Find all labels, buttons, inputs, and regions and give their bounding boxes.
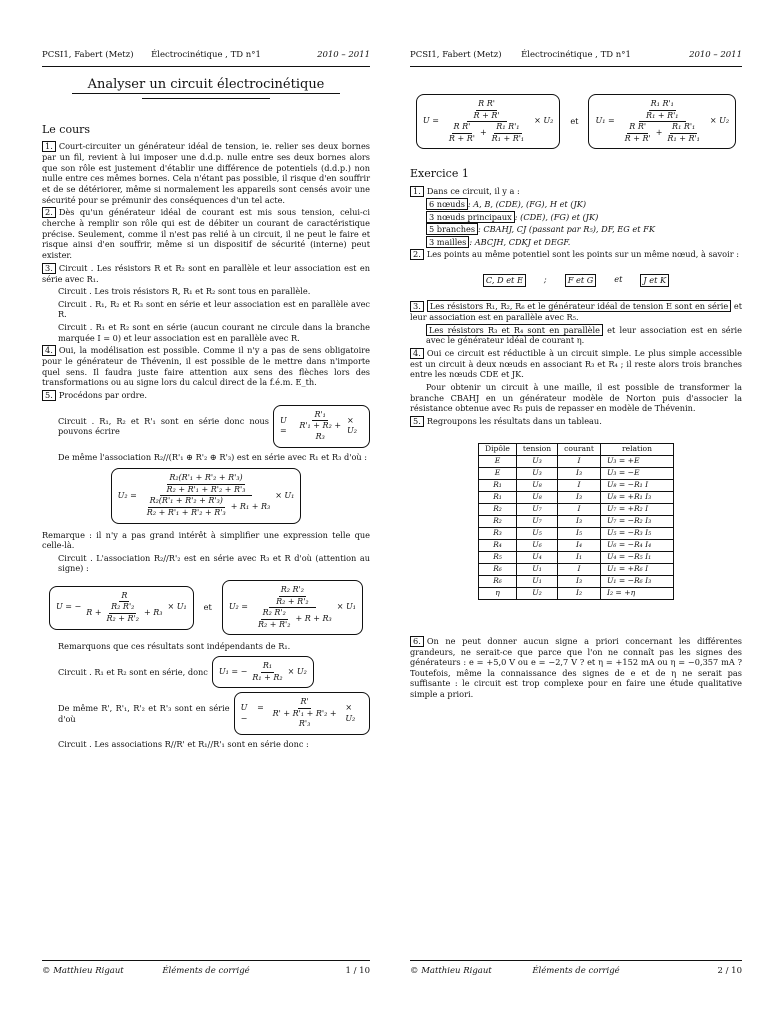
eq-den: R₁ + R₂ bbox=[252, 672, 283, 682]
table-cell: U₇ = −R₂ I₃ bbox=[600, 515, 673, 527]
exercise-answer-4b: Pour obtenir un circuit à une maille, il est possible de transformer la branche CBAHJ en un générateur modèle de Norton puis d'associer la résistance obtenue avec R₅ puis de repasser en modèle de Thévenin. bbox=[410, 381, 742, 414]
eq-den-a: R + bbox=[86, 608, 102, 618]
eq-num: R R' bbox=[452, 122, 473, 134]
eq-tail: × U₁ bbox=[167, 602, 187, 612]
page-body bbox=[42, 74, 370, 752]
answer-text: et leur association est en parallèle avec R₅. bbox=[410, 300, 742, 322]
eq-tail: × U₂ bbox=[534, 116, 554, 126]
eq-den: R' + R'₁ + R'₂ + R'₃ bbox=[272, 708, 337, 729]
exercise-answer-1: Dans ce circuit, il y a : bbox=[426, 185, 520, 196]
eq-tail: × U₁ bbox=[336, 602, 356, 612]
table-cell: U₇ bbox=[516, 503, 557, 515]
eq-den-b: + R₃ bbox=[143, 608, 163, 618]
conjunction: et bbox=[203, 602, 212, 613]
table-cell: U₈ = +R₁ I₃ bbox=[600, 491, 673, 503]
table-cell: U₄ bbox=[516, 551, 557, 563]
eq-fraction bbox=[296, 410, 344, 443]
table-cell: U₈ = −R₁ I bbox=[600, 479, 673, 491]
eq-num: R₁ R'₁ bbox=[494, 122, 521, 134]
table-cell: U₃ bbox=[516, 467, 557, 479]
eq-num: R₂(R'₁ + R'₂ + R'₃) bbox=[148, 496, 225, 508]
eq-tail: × U₂ bbox=[347, 415, 357, 436]
question-number: 1. bbox=[410, 186, 424, 197]
eq-num: R'₁ bbox=[312, 410, 327, 422]
eq-num: R₁ bbox=[261, 661, 274, 673]
table-cell: U₃ = −E bbox=[600, 467, 673, 479]
eq-num: R₁ R'₁ bbox=[670, 122, 697, 134]
table-cell: U₂ bbox=[516, 587, 557, 599]
table-row bbox=[479, 587, 674, 599]
table-cell: U₁ = +R₆ I bbox=[600, 563, 673, 575]
equation-3 bbox=[49, 586, 194, 630]
table-row bbox=[479, 527, 674, 539]
table-row bbox=[479, 479, 674, 491]
eq-den: R₁ + R'₁ bbox=[491, 133, 525, 143]
header-rule bbox=[410, 66, 742, 67]
eq-num: R₂(R'₁ + R'₂ + R'₃) bbox=[167, 473, 244, 485]
table-cell: U₃ bbox=[516, 455, 557, 467]
eq-num: R₂ R'₂ bbox=[109, 602, 136, 614]
eq-den: R₂ + R'₂ bbox=[106, 613, 139, 623]
table-cell: R₄ bbox=[479, 539, 517, 551]
header-year: 2010 – 2011 bbox=[317, 50, 370, 60]
eq-lhs: U = bbox=[280, 415, 287, 436]
answer-3d: Circuit . R₁ et R₂ sont en série (aucun courant ne circule dans la branche marquée I = 0) et leur association est en parallèle avec R. bbox=[58, 321, 370, 343]
table-cell: U₁ bbox=[516, 575, 557, 587]
table-cell: R₆ bbox=[479, 563, 517, 575]
eq-den-tail: + R + R₃ bbox=[295, 614, 332, 624]
footer-author: © Matthieu Rigaut bbox=[42, 966, 124, 976]
answer-text: : A, B, (CDE), (FG), H et (JK) bbox=[467, 198, 587, 209]
table-cell: η bbox=[479, 587, 517, 599]
table-cell: I₁ bbox=[558, 551, 601, 563]
eq-lhs: U₂ = bbox=[117, 490, 137, 500]
question-number: 3. bbox=[410, 301, 424, 312]
equation-1 bbox=[273, 405, 370, 448]
answer-box: 6 nœuds bbox=[426, 198, 468, 210]
question-number: 5. bbox=[42, 390, 56, 401]
footer-rule bbox=[410, 960, 742, 961]
eq-den-tail: + R₁ + R₃ bbox=[230, 502, 271, 512]
node-groups bbox=[410, 274, 742, 287]
answer-5d: Remarquons que ces résultats sont indépendants de R₁. bbox=[58, 641, 291, 652]
answer-4: Oui, la modélisation est possible. Comme il n'y a pas de sens obligatoire pour le générateur de Thévenin, il est possible de le mettre dans n'importe quel sens. Il faudra juste faire attention aux sens des flèches lors des transformations ou au signe lors du calcul direct de la f.é.m. E_th. bbox=[42, 345, 370, 388]
table-cell: I bbox=[558, 455, 601, 467]
table-cell: R₁ bbox=[479, 479, 517, 491]
table-cell: U₅ bbox=[516, 527, 557, 539]
table-cell: R₂ bbox=[479, 503, 517, 515]
eq-lhs: U₁ = bbox=[595, 116, 615, 126]
table-cell: I bbox=[558, 479, 601, 491]
eq-den: R₂ + R'₁ + R'₂ + R'₃ bbox=[146, 508, 226, 518]
eq-num: R₁ R'₁ bbox=[649, 99, 676, 111]
eq-plus: + bbox=[655, 128, 663, 138]
answer-text: : ABCJH, CDKJ et DEGF. bbox=[469, 236, 571, 247]
question-number: 6. bbox=[410, 636, 424, 647]
equation-8 bbox=[588, 94, 736, 149]
equation-2 bbox=[111, 468, 302, 523]
table-cell: U₄ = −R₅ I₁ bbox=[600, 551, 673, 563]
eq-num: R R' bbox=[476, 99, 497, 111]
table-cell: U₇ = +R₂ I bbox=[600, 503, 673, 515]
section-heading: Le cours bbox=[42, 122, 91, 136]
eq-tail: × U₂ bbox=[287, 666, 307, 676]
table-cell: I bbox=[558, 503, 601, 515]
equation-4 bbox=[222, 580, 363, 635]
question-number: 5. bbox=[410, 416, 424, 427]
table-cell: U₁ = −R₆ I₃ bbox=[600, 575, 673, 587]
eq-den: R₁ + R'₁ bbox=[667, 133, 700, 143]
header-subject: Électrocinétique , TD n°1 bbox=[151, 50, 261, 60]
eq-fraction bbox=[250, 661, 284, 683]
table-cell: R₂ bbox=[479, 515, 517, 527]
eq-den: R₁ + R'₁ bbox=[646, 110, 679, 120]
answer-3b: Circuit . Les trois résistors R, R₁ et R₂ sont tous en parallèle. bbox=[58, 286, 311, 297]
eq-tail: × U₂ bbox=[345, 702, 356, 723]
table-cell: U₆ = −R₄ I₄ bbox=[600, 539, 673, 551]
table-row bbox=[479, 575, 674, 587]
exercise-answer-4: Oui ce circuit est réductible à un circuit simple. Le plus simple accessible est un circuit à deux nœuds en associant R₃ et R₄ ; il reste alors trois branches entre les nœuds CDE et JK. bbox=[410, 347, 742, 380]
exercise-answer-2: Les points au même potentiel sont les points sur un même nœud, à savoir : bbox=[426, 249, 739, 260]
table-row bbox=[479, 515, 674, 527]
answer-text: et leur association est en série avec le générateur idéal de courant η. bbox=[426, 324, 743, 346]
eq-den: R₂ + R'₁ + R'₂ + R'₃ bbox=[166, 484, 246, 494]
table-cell: I₃ bbox=[558, 491, 601, 503]
footer-author: © Matthieu Rigaut bbox=[410, 966, 492, 976]
table-cell: U₈ bbox=[516, 491, 557, 503]
table-cell: I bbox=[558, 563, 601, 575]
answer-box: 5 branches bbox=[426, 223, 478, 235]
node-group: C, D et E bbox=[483, 274, 526, 287]
title-rule-short bbox=[142, 98, 270, 99]
equation-7 bbox=[416, 94, 560, 149]
answer-5a: Circuit . R₁, R₂ et R'₁ sont en série donc nous pouvons écrire bbox=[58, 415, 270, 437]
table-cell: U₁ bbox=[516, 563, 557, 575]
exercise-answer-6: On ne peut donner aucun signe a priori concernant les différentes grandeurs, ne serait-ce que parce que l'on ne connaît pas les signes des générateurs : e = +5,0 V ou e = −2,7 V ? et η = +152 mA ou η = −0,357 mA ? Toutefois, même la connaissance des signes de e et de η ne serait pas suffisante : le circuit est trop complexe pour en faire une étude qualitative simple a priori. bbox=[410, 635, 742, 700]
table-cell: U₃ = +E bbox=[600, 455, 673, 467]
table-cell: U₇ bbox=[516, 515, 557, 527]
eq-fraction bbox=[251, 585, 334, 630]
answer-5e: Circuit . R₁ et R₂ sont en série, donc bbox=[58, 666, 208, 677]
table-cell: I₂ = +η bbox=[600, 587, 673, 599]
eq-lhs: U = − bbox=[240, 702, 264, 723]
question-number: 3. bbox=[42, 263, 56, 274]
footer-title: Éléments de corrigé bbox=[532, 966, 620, 976]
table-cell: E bbox=[479, 455, 517, 467]
table-cell: I₅ bbox=[558, 527, 601, 539]
question-number: 2. bbox=[42, 207, 56, 218]
answer-3c: Circuit . R₁, R₂ et R₃ sont en série et leur association est en parallèle avec R. bbox=[58, 298, 370, 320]
table-cell: R₆ bbox=[479, 575, 517, 587]
table-cell: U₈ bbox=[516, 479, 557, 491]
footer-page-number: 2 / 10 bbox=[717, 966, 742, 976]
header-school: PCSI1, Fabert (Metz) bbox=[42, 50, 134, 60]
eq-lhs: U₂ = bbox=[228, 602, 249, 612]
table-header: tension bbox=[516, 443, 557, 455]
eq-fraction bbox=[442, 99, 531, 144]
question-number: 1. bbox=[42, 141, 56, 152]
table-cell: R₁ bbox=[479, 491, 517, 503]
table-row bbox=[479, 539, 674, 551]
footer-title: Éléments de corrigé bbox=[162, 966, 250, 976]
answer-box: 3 mailles bbox=[426, 236, 469, 248]
equation-5 bbox=[212, 656, 314, 688]
table-cell: R₅ bbox=[479, 551, 517, 563]
table-row bbox=[479, 455, 674, 467]
page-title: Analyser un circuit électrocinétique bbox=[87, 77, 325, 92]
footer-rule bbox=[42, 960, 370, 961]
eq-den: R₂ + R'₂ bbox=[258, 619, 291, 629]
answer-5: Procédons par ordre. bbox=[58, 389, 147, 400]
page-footer bbox=[42, 966, 370, 978]
table-cell: U₆ bbox=[516, 539, 557, 551]
answer-box: Les résistors R₁, R₂, R₆ et le générateur idéal de tension E sont en série bbox=[427, 300, 731, 312]
table-row bbox=[479, 467, 674, 479]
answer-1: Court-circuiter un générateur idéal de tension, ie. relier ses deux bornes par un fil, revient à lui imposer une d.d.p. nulle entre ses deux bornes alors que son rôle est justement d'établir une différence de potentiels (d.d.p.) non nulle entre ces mêmes bornes. Cela n'étant pas possible, il risque d'en souffrir et de se détériorer, même si normalement les appareils sont censés avoir une sécurité pour se prémunir des conséquences d'un tel acte. bbox=[42, 141, 370, 205]
results-table bbox=[478, 443, 674, 600]
table-header: courant bbox=[558, 443, 601, 455]
eq-num: R' bbox=[298, 697, 310, 709]
eq-tail: × U₁ bbox=[275, 490, 295, 500]
eq-fraction bbox=[140, 473, 272, 518]
header-year: 2010 – 2011 bbox=[689, 50, 742, 60]
section-heading: Exercice 1 bbox=[410, 167, 469, 181]
answer-5b: De même l'association R₂//(R'₁ ⊕ R'₂ ⊕ R'₃) est en série avec R₁ et R₃ d'où : bbox=[58, 451, 368, 462]
eq-num: R bbox=[119, 591, 129, 603]
question-number: 4. bbox=[42, 345, 56, 356]
answer-text: : (CDE), (FG) et (JK) bbox=[514, 211, 599, 222]
eq-den: R + R' bbox=[448, 133, 475, 143]
table-header: Dipôle bbox=[479, 443, 517, 455]
answer-box: Les résistors R₃ et R₄ sont en parallèle bbox=[426, 324, 603, 336]
title-rule bbox=[72, 93, 340, 94]
eq-fraction bbox=[84, 591, 164, 625]
separator: ; bbox=[543, 274, 547, 285]
node-group: F et G bbox=[565, 274, 597, 287]
eq-lhs: U₁ = − bbox=[218, 666, 248, 676]
eq-num: R₂ R'₂ bbox=[279, 585, 306, 597]
table-cell: I₃ bbox=[558, 515, 601, 527]
question-number: 2. bbox=[410, 249, 424, 260]
answer-3a: Circuit . Les résistors R et R₂ sont en parallèle et leur association est en série avec R₁. bbox=[42, 262, 370, 284]
table-row bbox=[479, 503, 674, 515]
eq-den: R + R' bbox=[473, 110, 500, 120]
remark: Remarque : il n'y a pas grand intérêt à simplifier une expression telle que celle-là. bbox=[42, 529, 370, 551]
page-header bbox=[42, 50, 370, 64]
eq-den: R + R' bbox=[624, 133, 651, 143]
conjunction: et bbox=[614, 274, 623, 285]
answer-5f: De même R', R'₁, R'₂ et R'₃ sont en série d'où bbox=[58, 702, 230, 724]
table-cell: I₂ bbox=[558, 587, 601, 599]
page-body bbox=[410, 74, 742, 702]
eq-den: R₂ + R'₂ bbox=[276, 596, 309, 606]
eq-plus: + bbox=[479, 128, 487, 138]
table-row bbox=[479, 491, 674, 503]
table-row bbox=[479, 563, 674, 575]
eq-fraction bbox=[267, 697, 342, 730]
question-number: 4. bbox=[410, 348, 424, 359]
table-cell: I₃ bbox=[558, 467, 601, 479]
answer-2: Dès qu'un générateur idéal de courant est mis sous tension, celui-ci cherche à remplir son rôle qui est de débiter un courant de caractéristique précise. Seulement, comme il n'est pas relié à un circuit, il ne peut le faire et risque ainsi d'en souffrir, même si un dispositif de sécurité (interne) peut exister. bbox=[42, 207, 370, 260]
conjunction: et bbox=[570, 116, 579, 127]
equation-6 bbox=[234, 692, 370, 735]
header-school: PCSI1, Fabert (Metz) bbox=[410, 50, 502, 60]
eq-num: R R' bbox=[627, 122, 648, 134]
eq-den: R'₁ + R₂ + R₃ bbox=[299, 421, 342, 442]
eq-lhs: U = bbox=[422, 116, 439, 126]
footer-page-number: 1 / 10 bbox=[345, 966, 370, 976]
table-cell: I₄ bbox=[558, 539, 601, 551]
table-header: relation bbox=[600, 443, 673, 455]
table-cell: E bbox=[479, 467, 517, 479]
table-cell: I₃ bbox=[558, 575, 601, 587]
answer-box: 3 nœuds principaux bbox=[426, 211, 515, 223]
page-footer bbox=[410, 966, 742, 978]
node-group: J et K bbox=[640, 274, 669, 287]
page-2 bbox=[384, 0, 768, 1024]
table-cell: R₃ bbox=[479, 527, 517, 539]
eq-tail: × U₂ bbox=[709, 116, 730, 126]
answer-5g: Circuit . Les associations R//R' et R₁//R'₁ sont en série donc : bbox=[58, 738, 309, 749]
table-row bbox=[479, 551, 674, 563]
answer-text: : CBAHJ, CJ (passant par R₅), DF, EG et FK bbox=[478, 224, 655, 235]
eq-fraction bbox=[618, 99, 707, 144]
eq-lhs: U = − bbox=[56, 602, 82, 612]
header-rule bbox=[42, 66, 370, 67]
table-cell: U₅ = −R₃ I₅ bbox=[600, 527, 673, 539]
eq-num: R₂ R'₂ bbox=[261, 608, 288, 620]
header-subject: Électrocinétique , TD n°1 bbox=[521, 50, 631, 60]
exercise-answer-5: Regroupons les résultats dans un tableau. bbox=[426, 415, 602, 426]
answer-5c: Circuit . L'association R₂//R'₂ est en série avec R₃ et R d'où (attention au signe) : bbox=[58, 552, 370, 574]
page-header bbox=[410, 50, 742, 64]
